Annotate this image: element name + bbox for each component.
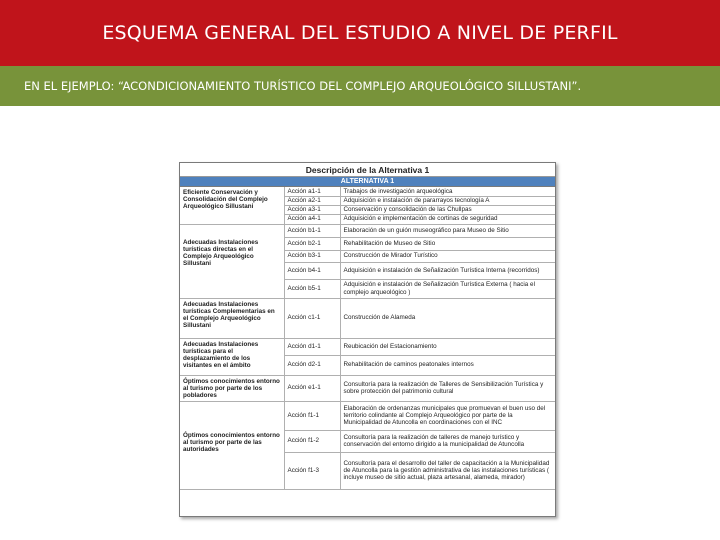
objective-cell: Óptimos conocimientos entorno al turismo por parte de las autoridades — [180, 401, 284, 489]
action-cell: Acción a4-1 — [284, 214, 340, 224]
action-cell: Acción b3-1 — [284, 250, 340, 262]
description-cell: Conservación y consolidación de las Chullpas — [340, 205, 555, 214]
objective-cell: Óptimos conocimientos entorno al turismo por parte de los pobladores — [180, 375, 284, 401]
description-cell: Trabajos de investigación arqueológica — [340, 187, 555, 196]
description-cell: Adquisición e instalación de pararrayos tecnología A — [340, 196, 555, 205]
table-row — [180, 401, 555, 430]
objective-cell: Adecuadas Instalaciones turísticas directas en el Complejo Arqueológico Sillustani — [180, 224, 284, 298]
action-cell: Acción f1-2 — [284, 430, 340, 452]
description-cell: Reubicación del Estacionamiento — [340, 338, 555, 355]
description-cell: Consultoría para el desarrollo del taller de capacitación a la Municipalidad de Atuncolla para la gestión administrativa de las instalaciones turísticas ( incluye museo de sitio actual, plaza artesanal, alameda, mirador) — [340, 452, 555, 489]
description-cell: Construcción de Alameda — [340, 298, 555, 338]
description-cell: Adquisición e implementación de cortinas de seguridad — [340, 214, 555, 224]
table-row — [180, 338, 555, 355]
action-cell: Acción d2-1 — [284, 355, 340, 375]
action-cell: Acción b5-1 — [284, 279, 340, 298]
objective-cell: Adecuadas Instalaciones turísticas Complementarias en el Complejo Arqueológico Sillustani — [180, 298, 284, 338]
description-cell: Consultoría para la realización de Talleres de Sensibilización Turística y sobre protección del patrimonio cultural — [340, 375, 555, 401]
description-cell: Elaboración de un guión museográfico para Museo de Sitio — [340, 224, 555, 237]
description-cell: Rehabilitación de caminos peatonales internos — [340, 355, 555, 375]
description-cell: Consultoría para la realización de talleres de manejo turístico y conservación del entorno dirigido a la municipalidad de Atuncolla — [340, 430, 555, 452]
action-cell: Acción b4-1 — [284, 262, 340, 279]
objective-cell: Adecuadas Instalaciones turísticas para el desplazamiento de los visitantes en el ámbito — [180, 338, 284, 375]
table-heading: Descripción de la Alternativa 1 — [180, 163, 555, 177]
table-row — [180, 187, 555, 196]
slide-title: ESQUEMA GENERAL DEL ESTUDIO A NIVEL DE PERFIL — [102, 22, 618, 44]
table-row — [180, 224, 555, 237]
alternative-band: ALTERNATIVA 1 — [180, 177, 555, 187]
objective-cell: Eficiente Conservación y Consolidación del Complejo Arqueológico Sillustani — [180, 187, 284, 224]
description-cell: Adquisición e instalación de Señalización Turística Externa ( hacia el complejo arqueológico ) — [340, 279, 555, 298]
action-cell: Acción f1-3 — [284, 452, 340, 489]
alternative-table — [180, 187, 555, 490]
action-cell: Acción b1-1 — [284, 224, 340, 237]
action-cell: Acción d1-1 — [284, 338, 340, 355]
table-row — [180, 298, 555, 338]
action-cell: Acción f1-1 — [284, 401, 340, 430]
table-row — [180, 375, 555, 401]
action-cell: Acción e1-1 — [284, 375, 340, 401]
action-cell: Acción a3-1 — [284, 205, 340, 214]
description-cell: Rehabilitación de Museo de Sitio — [340, 237, 555, 250]
description-cell: Elaboración de ordenanzas municipales que promuevan el buen uso del territorio colindante al Complejo Arqueológico por parte de la Municipalidad de Atuncolla en coordinaciones con el INC — [340, 401, 555, 430]
alternative-table-image — [179, 162, 556, 517]
action-cell: Acción a1-1 — [284, 187, 340, 196]
description-cell: Construcción de Mirador Turístico — [340, 250, 555, 262]
action-cell: Acción b2-1 — [284, 237, 340, 250]
title-bar — [0, 0, 720, 66]
action-cell: Acción c1-1 — [284, 298, 340, 338]
slide-subtitle: EN EL EJEMPLO: “ACONDICIONAMIENTO TURÍSTICO DEL COMPLEJO ARQUEOLÓGICO SILLUSTANI”. — [24, 79, 582, 93]
action-cell: Acción a2-1 — [284, 196, 340, 205]
subtitle-bar — [0, 66, 720, 106]
description-cell: Adquisición e instalación de Señalización Turística Interna (recorridos) — [340, 262, 555, 279]
